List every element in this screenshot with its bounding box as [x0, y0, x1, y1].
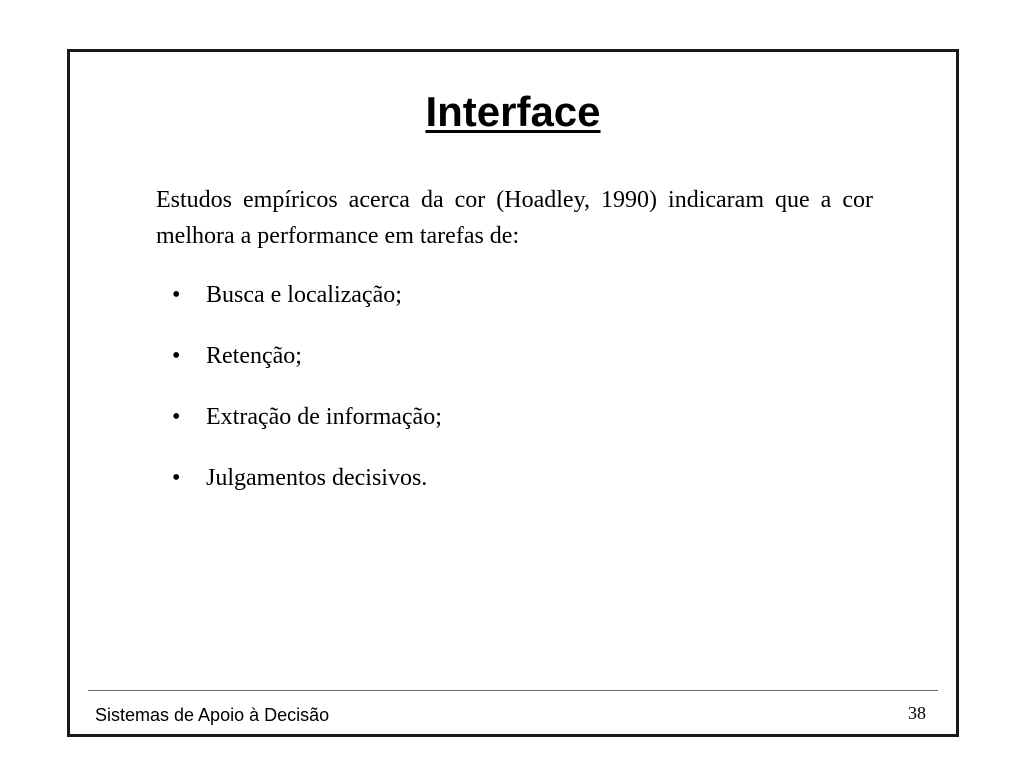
bullet-text: Retenção;	[206, 343, 302, 369]
bullet-list	[156, 277, 873, 521]
page-number: 38	[908, 703, 926, 723]
bullet-icon: •	[172, 404, 181, 430]
footer-divider	[88, 690, 938, 691]
bullet-icon: •	[172, 343, 181, 369]
slide-title: Interface	[425, 88, 601, 135]
list-item	[156, 399, 873, 435]
bullet-icon: •	[172, 282, 181, 308]
list-item	[156, 460, 873, 496]
list-item	[156, 338, 873, 374]
bullet-icon: •	[172, 465, 181, 491]
footer-course-title: Sistemas de Apoio à Decisão	[95, 705, 330, 725]
bullet-text: Busca e localização;	[206, 282, 402, 308]
intro-paragraph: Estudos empíricos acerca da cor (Hoadley, 1990) indicaram que a cor melhora a performance em tarefas de:	[156, 187, 873, 249]
bullet-text: Extração de informação;	[206, 404, 442, 430]
slide-frame	[67, 49, 959, 737]
list-item	[156, 277, 873, 313]
bullet-text: Julgamentos decisivos.	[206, 465, 428, 491]
